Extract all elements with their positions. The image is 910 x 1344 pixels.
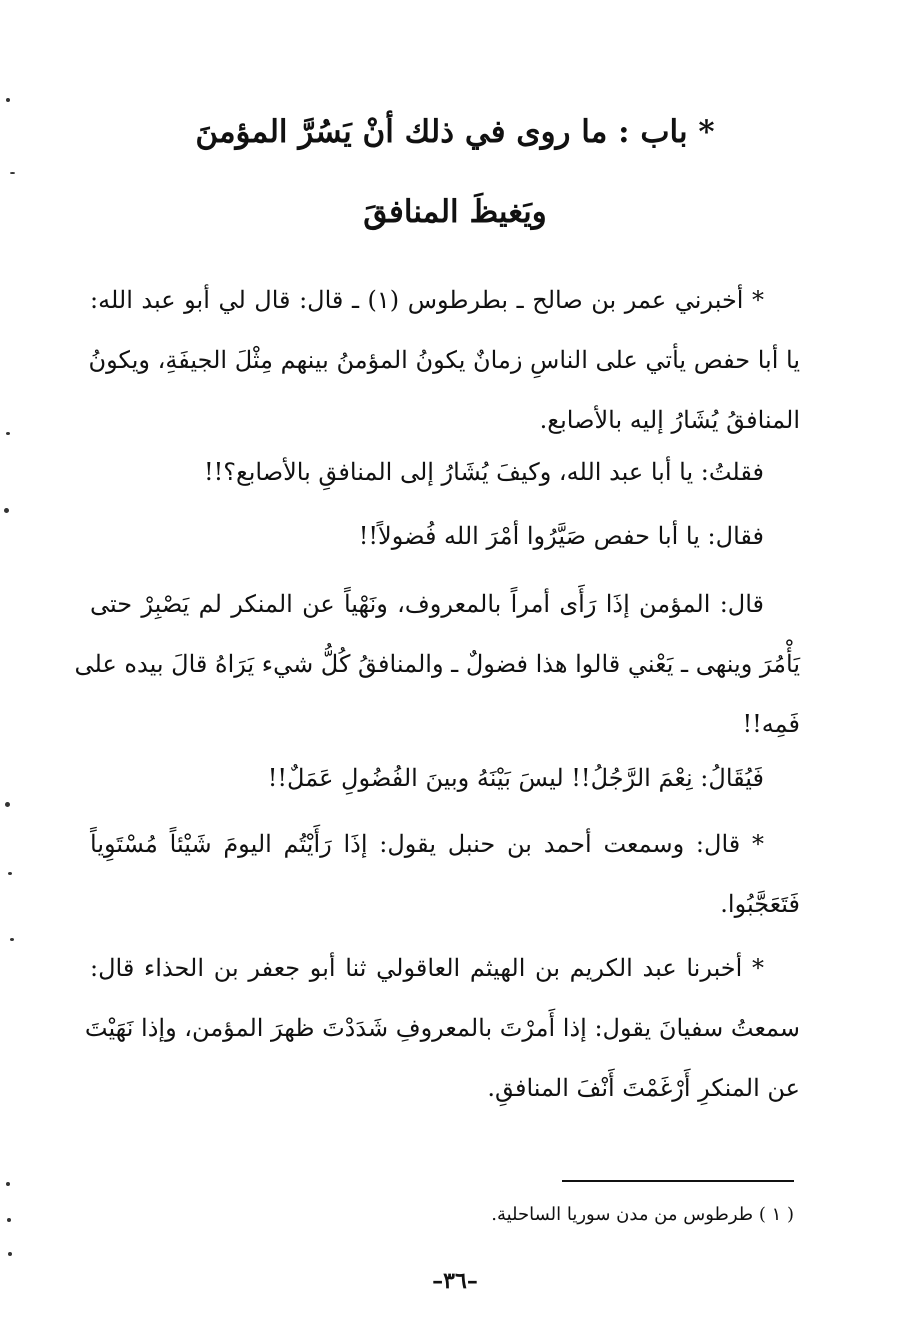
paragraph-3 bbox=[90, 520, 800, 552]
text-line: المنافقُ يُشَارُ إليه بالأصابع. bbox=[539, 406, 800, 434]
scan-speck bbox=[6, 98, 10, 102]
paragraph-2 bbox=[90, 456, 800, 488]
page-number: –٣٦– bbox=[432, 1268, 478, 1294]
text-line: يَأْمُرَ وينهى ـ يَعْني قالوا هذا فضولٌ ـ والمنافقُ كُلُّ شيء يَرَاهُ قالَ بيده على bbox=[74, 650, 800, 678]
paragraph-7 bbox=[84, 952, 800, 1104]
text-line: * أخبرنا عبد الكريم بن الهيثم العاقولي ثنا أبو جعفر بن الحذاء قال: bbox=[90, 954, 764, 982]
chapter-title-line-2: ويَغيظَ المنافقَ bbox=[363, 194, 547, 230]
text-line: فَمِه!! bbox=[742, 710, 800, 738]
text-line: فَتَعَجَّبُوا. bbox=[720, 890, 800, 918]
text-line: فقال: يا أبا حفص صَيَّرُوا أمْرَ الله فُضولاً!! bbox=[358, 522, 764, 550]
paragraph-6 bbox=[90, 828, 800, 920]
scan-speck bbox=[8, 872, 12, 875]
paragraph-4 bbox=[74, 588, 800, 740]
paragraph-5 bbox=[90, 762, 800, 794]
scan-speck bbox=[8, 1252, 12, 1256]
chapter-title-line-1: * باب : ما روى في ذلك أنْ يَسُرَّ المؤمنَ bbox=[195, 114, 715, 150]
scan-speck bbox=[4, 508, 9, 513]
text-line: يا أبا حفص يأتي على الناسِ زمانٌ يكونُ المؤمنُ بينهم مِثْلَ الجيفَةِ، ويكونُ bbox=[88, 346, 800, 374]
text-line: فَيُقَالُ: نِعْمَ الرَّجُلُ!! ليسَ بَيْنَهُ وبينَ الفُضُولِ عَمَلٌ!! bbox=[267, 764, 764, 792]
text-line: * قال: وسمعت أحمد بن حنبل يقول: إذَا رَأَيْتُم اليومَ شَيْئاً مُسْتَوِياً bbox=[90, 830, 764, 858]
scan-speck bbox=[7, 1218, 11, 1222]
text-line: قال: المؤمن إذَا رَأَى أمراً بالمعروف، ونَهْياً عن المنكر لم يَصْبِرْ حتى bbox=[90, 590, 765, 618]
scan-speck bbox=[10, 172, 15, 174]
footnote-separator bbox=[562, 1180, 794, 1182]
text-line: عن المنكرِ أَرْغَمْتَ أَنْفَ المنافقِ. bbox=[487, 1074, 800, 1102]
scan-speck bbox=[6, 432, 10, 435]
text-line: * أخبرني عمر بن صالح ـ بطرطوس (١) ـ قال: قال لي أبو عبد الله: bbox=[90, 286, 764, 314]
footnote: ( ١ ) طرطوس من مدن سوريا الساحلية. bbox=[491, 1204, 794, 1225]
text-line: فقلتُ: يا أبا عبد الله، وكيفَ يُشَارُ إلى المنافقِ بالأصابع؟!! bbox=[203, 458, 764, 486]
scan-speck bbox=[6, 1182, 10, 1186]
scan-speck bbox=[10, 938, 14, 941]
paragraph-1 bbox=[90, 284, 800, 436]
scan-speck bbox=[5, 802, 10, 807]
text-line: سمعتُ سفيانَ يقول: إذا أَمرْتَ بالمعروفِ شَدَدْتَ ظهرَ المؤمن، وإذا نَهَيْتَ bbox=[84, 1014, 800, 1042]
